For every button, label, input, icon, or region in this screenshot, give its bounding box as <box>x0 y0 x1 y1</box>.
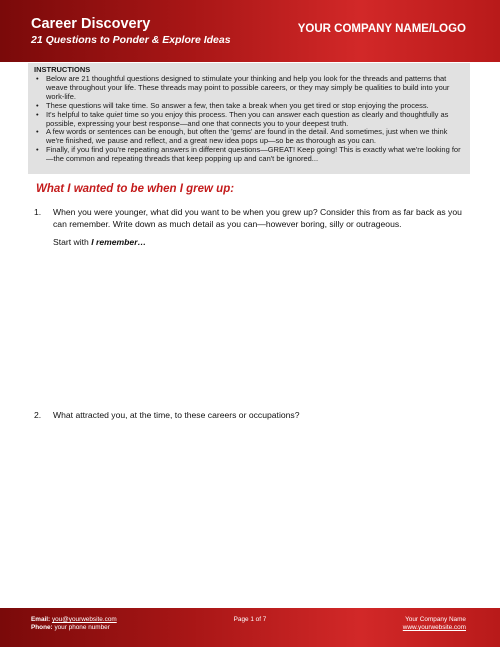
question-number: 2. <box>34 410 42 420</box>
question-number: 1. <box>34 207 42 217</box>
website-link[interactable]: www.yourwebsite.com <box>402 624 466 631</box>
instruction-item <box>46 128 464 146</box>
header-banner <box>0 0 500 62</box>
email-label: Email: <box>31 616 51 623</box>
instruction-text: Below are 21 thoughtful questions designed to stimulate your thinking and help you look for the threads and patterns that weave throughout your life. These threads may point to possible careers, or they may simply be qualities to build into your work-life. <box>46 74 450 101</box>
footer-company-name: Your Company Name <box>405 616 466 623</box>
instructions-box <box>28 63 470 174</box>
instruction-item <box>46 75 464 102</box>
instruction-text: It's helpful to take <box>46 109 107 119</box>
instruction-text: Finally, if you find you're repeating answers in different questions—GREAT! Keep going! This is exactly what we're looking for—the common and repeating threads that keep popping up and can't be ignored... <box>46 145 461 164</box>
instruction-text: A few words or sentences can be enough, but often the 'gems' are found in the detail. And sometimes, just when we think we're finished, we pause and reflect, and a great new idea pops up—so be as thorough as you can. <box>46 127 448 146</box>
instructions-list <box>34 75 464 164</box>
prompt-emphasis: I remember… <box>91 237 147 247</box>
phone-label: Phone: <box>31 624 53 631</box>
phone-value: your phone number <box>54 624 110 631</box>
footer-company <box>403 616 466 632</box>
instruction-item <box>46 146 464 164</box>
prompt-prefix: Start with <box>53 237 92 247</box>
question-text: What attracted you, at the time, to these careers or occupations? <box>53 410 300 420</box>
instruction-text: These questions will take time. So answer a few, then take a break when you get tired or stop enjoying the process. <box>46 100 429 110</box>
question-text: When you were younger, what did you want to be when you grew up? Consider this from as far back as you can remember. Write down as much detail as you can—however boring, silly or outrageous. <box>53 207 462 229</box>
section-heading: What I wanted to be when I grew up: <box>36 183 235 195</box>
company-logo-text: YOUR COMPANY NAME/LOGO <box>297 23 466 35</box>
question-2 <box>34 409 468 421</box>
document-subtitle: 21 Questions to Ponder & Explore Ideas <box>31 34 231 46</box>
instruction-text: time so you enjoy this process. Then you can answer each question as clearly and thoughtfully as possible, expressing your best response—and one that connects you to your deepest truth. <box>46 109 449 128</box>
question-1 <box>34 206 468 230</box>
footer-phone-row <box>31 624 117 632</box>
instruction-item <box>46 111 464 129</box>
document-title: Career Discovery <box>31 16 151 32</box>
instruction-emphasis: quiet <box>106 109 123 119</box>
page-number: Page 1 of 7 <box>233 616 267 623</box>
email-link[interactable]: you@yourwebsite.com <box>51 616 117 623</box>
footer-banner <box>0 608 500 647</box>
question-1-prompt <box>53 236 146 248</box>
instructions-heading: INSTRUCTIONS <box>34 65 91 74</box>
